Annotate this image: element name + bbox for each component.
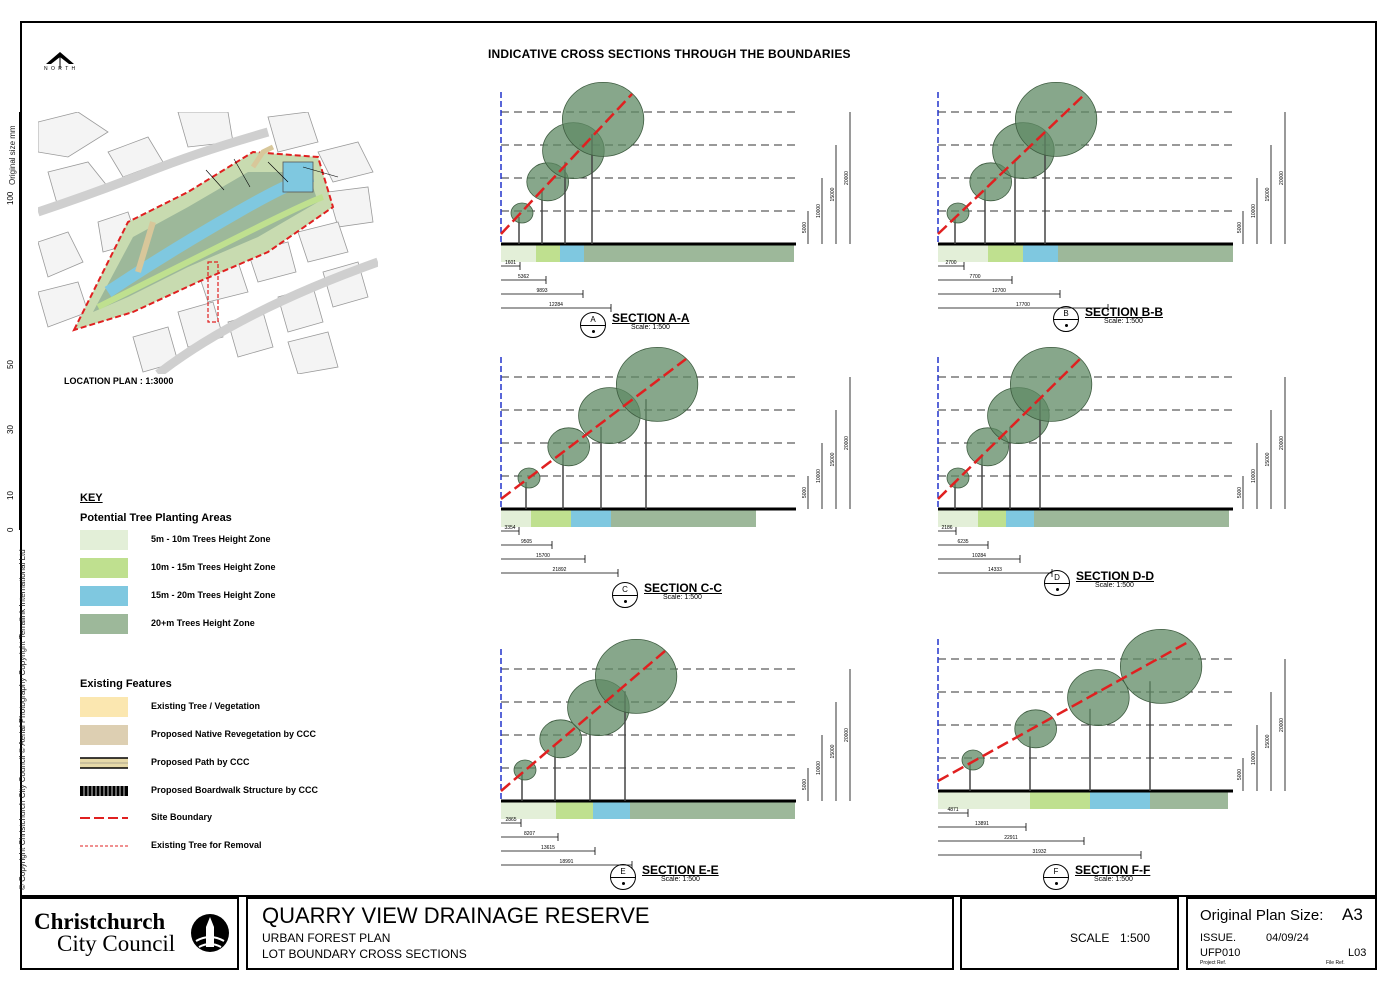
zone-band-2: [988, 245, 1023, 262]
height-dimension-label: 5000: [802, 778, 808, 791]
distance-dimension-label: 10284: [972, 553, 986, 559]
recession-plane-line: [938, 641, 1190, 781]
distance-dimension-label: 5362: [517, 274, 530, 280]
distance-dimension-label: 13891: [975, 821, 989, 827]
scale-box: [960, 897, 1179, 970]
plan-size-label: Original Plan Size:: [1200, 907, 1324, 924]
section-title-b: SECTION B-B: [1085, 305, 1163, 319]
tree-canopy: [1068, 670, 1130, 726]
zone-band-2: [556, 802, 593, 819]
distance-dimension-label: 15700: [536, 553, 550, 559]
tree-canopy: [1015, 82, 1096, 156]
distance-dimension-label: 12284: [549, 302, 563, 308]
key-label: 15m - 20m Trees Height Zone: [151, 590, 276, 600]
zone-band-4: [1034, 510, 1229, 527]
distance-dimension-label: 13615: [541, 845, 555, 851]
distance-dimension-label: 14333: [988, 567, 1002, 573]
key-label: Proposed Path by CCC: [151, 757, 250, 767]
project-subtitle-1: URBAN FOREST PLAN: [262, 931, 391, 945]
tree-canopy: [1120, 629, 1201, 703]
copyright-notice: © Copyright Christchurch City Council © Aerial Photography Copyright Terralink International Ltd: [18, 549, 27, 890]
distance-dimension-label: 21892: [552, 567, 567, 573]
height-dimension-label: 20000: [844, 171, 850, 185]
section-marker-b: B: [1053, 306, 1079, 332]
cross-section-f: [938, 629, 1285, 859]
key-label: 10m - 15m Trees Height Zone: [151, 562, 276, 572]
section-scale-b: Scale: 1:500: [1104, 318, 1143, 325]
zone-band-3: [560, 245, 584, 262]
section-scale-c: Scale: 1:500: [663, 594, 702, 601]
height-dimension-label: 5000: [1237, 221, 1243, 234]
section-marker-f: F: [1043, 864, 1069, 890]
distance-dimension-label: 9893: [536, 288, 548, 294]
cross-section-e: [501, 639, 850, 869]
section-marker-d: D: [1044, 570, 1070, 596]
distance-dimension-label: 8207: [523, 831, 536, 837]
height-dimension-label: 10000: [816, 204, 822, 218]
ruler-mark-100: 100: [6, 191, 15, 205]
distance-dimension-label: 2700: [945, 260, 957, 266]
ruler-mark-10: 10: [6, 491, 15, 500]
ruler-mark-50: 50: [6, 360, 15, 369]
council-name-line2: City Council: [57, 931, 176, 956]
key-label: 20+m Trees Height Zone: [151, 618, 255, 628]
height-dimension-label: 5000: [802, 221, 808, 234]
section-title-d: SECTION D-D: [1076, 569, 1154, 583]
section-scale-d: Scale: 1:500: [1095, 582, 1134, 589]
zone-band-4: [1058, 245, 1233, 262]
plan-info-box: [1186, 897, 1377, 970]
key-label: Site Boundary: [151, 812, 213, 822]
key-title: KEY: [80, 492, 103, 504]
project-subtitle-2: LOT BOUNDARY CROSS SECTIONS: [262, 947, 467, 961]
section-scale-a: Scale: 1:500: [631, 324, 670, 331]
height-dimension-label: 5000: [802, 486, 808, 499]
zone-band-2: [536, 245, 560, 262]
distance-dimension-label: 4871: [947, 807, 959, 813]
ruler-mark-0: 0: [6, 527, 15, 532]
issue-date: 04/09/24: [1266, 932, 1309, 944]
north-label: N O R T H: [44, 66, 77, 72]
distance-dimension-label: 31932: [1032, 849, 1047, 855]
cross-section-c: [501, 347, 850, 577]
key-label: Proposed Native Revegetation by CCC: [151, 729, 317, 739]
tree-canopy: [962, 750, 984, 770]
existing-features-title: Existing Features: [80, 678, 172, 690]
zone-band-4: [611, 510, 756, 527]
section-title-e: SECTION E-E: [642, 863, 719, 877]
distance-dimension-label: 2865: [505, 817, 517, 823]
key-label: Proposed Boardwalk Structure by CCC: [151, 785, 319, 795]
tree-canopy: [562, 82, 643, 156]
zone-band-3: [1023, 245, 1058, 262]
plan-size-value: A3: [1342, 905, 1363, 924]
project-ref-caption: Project Ref.: [1200, 960, 1227, 966]
zone-band-2: [531, 510, 571, 527]
height-dimension-label: 10000: [1251, 469, 1257, 483]
height-dimension-label: 15000: [1265, 187, 1271, 202]
height-dimension-label: 10000: [816, 469, 822, 483]
distance-dimension-label: 22911: [1004, 835, 1018, 841]
zone-band-2: [1030, 792, 1090, 809]
council-logo-box: [20, 897, 239, 970]
height-dimension-label: 10000: [1251, 204, 1257, 218]
section-marker-c: C: [612, 582, 638, 608]
section-title-f: SECTION F-F: [1075, 863, 1151, 877]
project-title-box: [246, 897, 954, 970]
section-scale-e: Scale: 1:500: [661, 876, 700, 883]
height-dimension-label: 15000: [830, 187, 836, 202]
height-dimension-label: 20000: [1279, 718, 1285, 732]
key-label: 5m - 10m Trees Height Zone: [151, 534, 271, 544]
ruler-label: Original size mm: [8, 125, 17, 185]
height-dimension-label: 15000: [830, 744, 836, 759]
height-dimension-label: 20000: [1279, 436, 1285, 450]
zone-band-4: [630, 802, 795, 819]
distance-dimension-label: 12700: [992, 288, 1006, 294]
tree-canopy: [1010, 347, 1091, 421]
height-dimension-label: 15000: [1265, 452, 1271, 467]
issue-label: ISSUE.: [1200, 932, 1237, 944]
location-plan-label: LOCATION PLAN : 1:3000: [64, 376, 174, 386]
distance-dimension-label: 18991: [559, 859, 574, 865]
zone-band-4: [1150, 792, 1228, 809]
distance-dimension-label: 3354: [504, 525, 516, 531]
height-dimension-label: 20000: [844, 728, 850, 742]
distance-dimension-label: 2186: [941, 525, 953, 531]
section-marker-a: A: [580, 312, 606, 338]
distance-dimension-label: 17700: [1016, 302, 1030, 308]
cross-section-d: [938, 347, 1285, 577]
height-dimension-label: 10000: [1251, 751, 1257, 765]
distance-dimension-label: 1601: [504, 260, 517, 266]
key-label: Existing Tree for Removal: [151, 840, 262, 850]
section-title-a: SECTION A-A: [612, 311, 690, 325]
height-dimension-label: 15000: [830, 452, 836, 467]
cross-section-a: [501, 82, 850, 312]
key-label: Existing Tree / Vegetation: [151, 701, 261, 711]
distance-dimension-label: 6235: [957, 539, 969, 545]
sheet-heading: INDICATIVE CROSS SECTIONS THROUGH THE BOUNDARIES: [488, 47, 851, 61]
height-dimension-label: 20000: [844, 436, 850, 450]
file-ref-caption: File Ref.: [1326, 960, 1345, 966]
zone-band-3: [593, 802, 630, 819]
zone-band-3: [1006, 510, 1034, 527]
height-dimension-label: 5000: [1237, 768, 1243, 781]
council-crest-icon: [190, 911, 230, 955]
zone-band-4: [584, 245, 794, 262]
height-dimension-label: 5000: [1237, 486, 1243, 499]
distance-dimension-label: 9505: [520, 539, 533, 545]
zone-band-3: [1090, 792, 1150, 809]
cross-section-b: [938, 82, 1285, 312]
project-ref: UFP010: [1200, 947, 1241, 959]
project-title: QUARRY VIEW DRAINAGE RESERVE: [262, 903, 650, 928]
council-name-line1: Christchurch: [34, 909, 166, 934]
scale-value: 1:500: [1120, 931, 1151, 945]
section-scale-f: Scale: 1:500: [1094, 876, 1133, 883]
tree-canopy: [1015, 710, 1057, 748]
ruler-mark-30: 30: [6, 425, 15, 434]
height-dimension-label: 15000: [1265, 734, 1271, 749]
section-marker-e: E: [610, 864, 636, 890]
zone-band-2: [978, 510, 1006, 527]
height-dimension-label: 20000: [1279, 171, 1285, 185]
planting-areas-title: Potential Tree Planting Areas: [80, 512, 232, 524]
section-title-c: SECTION C-C: [644, 581, 722, 595]
height-dimension-label: 10000: [816, 761, 822, 775]
distance-dimension-label: 7700: [969, 274, 981, 280]
scale-label: SCALE: [1070, 931, 1110, 945]
file-ref: L03: [1348, 947, 1367, 959]
zone-band-3: [571, 510, 611, 527]
